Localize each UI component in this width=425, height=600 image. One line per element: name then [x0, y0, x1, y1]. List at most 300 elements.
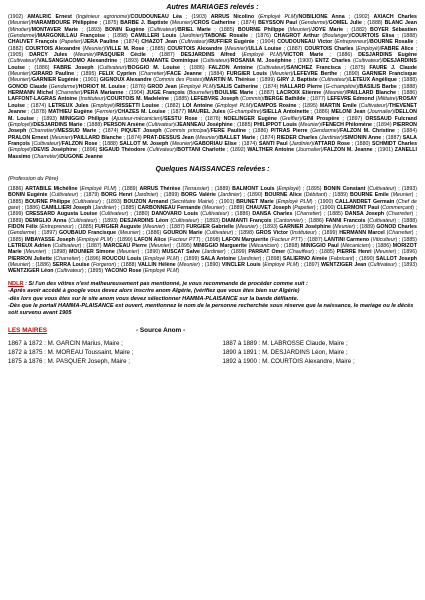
sep: ( — [378, 204, 383, 211]
record-year: (1893) — [102, 217, 120, 224]
child-name: DANSA Charles — [252, 211, 293, 218]
record-year: (1898) — [205, 236, 222, 243]
record-year: (1899) — [117, 236, 135, 243]
husband-occupation: Commis — [242, 96, 262, 103]
husband-occupation: Cultivateur — [321, 77, 347, 84]
child-name: FANNI Francois — [325, 217, 366, 224]
father-occupation: Cultivateur — [369, 217, 395, 224]
birth-record — [134, 211, 229, 217]
father-occupation: Meunier — [119, 230, 139, 237]
separator: ; — [339, 115, 348, 122]
sep: ) — [394, 185, 397, 192]
record-year: (1895) — [176, 243, 194, 249]
child-name: FURGIER Gabrielle — [186, 223, 234, 230]
husband-name: CHAUVET François — [8, 39, 58, 46]
sep: ( — [184, 90, 189, 97]
wife-name: SESTU Rose — [163, 115, 198, 122]
sep: )/ — [346, 77, 350, 84]
note-label: NDLR — [8, 280, 24, 287]
father-occupation: Meunier — [334, 223, 354, 230]
husband-occupation: Meunier — [226, 45, 246, 52]
sep: ( — [215, 192, 220, 199]
sep: )/ — [299, 115, 303, 122]
sep: ( — [353, 45, 358, 52]
husband-name: BONIN Eugène — [105, 26, 145, 33]
husband-occupation: Charretier — [30, 128, 55, 135]
father-occupation: Employé PLM — [78, 236, 112, 243]
birth-record — [176, 243, 278, 249]
father-occupation: Meunier — [144, 223, 164, 230]
sep: ) — [319, 211, 322, 218]
separator: ; — [121, 134, 127, 141]
record-year: (1895) — [302, 102, 320, 109]
husband-name: BEYSSON Paul — [258, 20, 297, 27]
record-year: (1892) — [230, 147, 248, 154]
wife-name: SIMONIN Anne — [344, 134, 382, 141]
record-year: (1889) — [122, 185, 140, 192]
wife-name: VICTOR Marie — [283, 52, 324, 59]
record-year: (1893) — [41, 115, 61, 122]
sep: ( — [50, 243, 55, 249]
sep: ) — [163, 223, 165, 230]
child-name: PARRAT Omer — [248, 249, 286, 256]
sep: ( — [254, 14, 260, 20]
separator: ; — [413, 39, 417, 46]
sep: )/ — [392, 109, 396, 116]
record-year: (1888) — [367, 20, 385, 27]
sep: ) — [222, 204, 225, 211]
record-year: (1899) — [231, 249, 249, 256]
child-name: ARTABILE Michéline — [25, 185, 78, 192]
marriage-record — [174, 96, 306, 102]
sep: ) — [76, 192, 79, 199]
record-year: (1879) — [83, 192, 102, 199]
record-year: (1885) — [173, 96, 191, 103]
husband-occupation: Cultivateur — [258, 64, 284, 71]
record-year: (1896) — [401, 249, 417, 256]
record-year: (1896) — [82, 147, 100, 154]
father-occupation: Cultivateur — [54, 243, 80, 249]
separator: ; — [128, 211, 135, 218]
father-occupation: Cultivateur — [172, 217, 198, 224]
record-year: (1895) — [306, 185, 324, 192]
record-year: (1902) — [354, 14, 374, 20]
sep: ( — [176, 33, 182, 40]
sep: )/ — [290, 71, 294, 78]
separator: ; — [197, 115, 206, 122]
husband-name: SANTI Paul — [258, 140, 288, 147]
husband-occupation: Gendarme — [9, 33, 35, 40]
sep: )/ — [325, 20, 329, 27]
separator: ; — [30, 262, 36, 269]
father-occupation: Cultivateur — [369, 262, 395, 269]
sep: ( — [177, 39, 181, 46]
separator: ; — [396, 185, 402, 192]
husband-occupation: Bourrelier — [188, 90, 212, 97]
record-year: (1893) — [401, 185, 418, 192]
husband-occupation: Meunier — [300, 121, 320, 128]
separator: ; — [413, 230, 417, 237]
sep: ( — [29, 140, 34, 147]
sep: ( — [176, 83, 181, 90]
wife-name: BOURNE Rosalie — [369, 39, 414, 46]
birth-record — [78, 224, 165, 230]
birth-record — [266, 256, 354, 262]
sep: ) — [312, 249, 314, 256]
husband-occupation: Entrepreneur — [336, 39, 367, 46]
husband-occupation: Cultivateur — [202, 58, 228, 65]
birth-record — [103, 218, 199, 224]
birth-record — [121, 262, 200, 268]
sep: ) — [368, 243, 371, 249]
marriage-record — [130, 84, 258, 90]
sep: ( — [74, 236, 79, 243]
sep: )/ — [114, 109, 118, 116]
wife-name: SALIS Catherine — [216, 83, 259, 90]
sep: ( — [369, 236, 373, 243]
separator: ; — [343, 26, 352, 33]
sep: ) — [277, 243, 279, 249]
separator: ; — [296, 102, 303, 109]
record-year: (1886) — [24, 204, 42, 211]
separator: ; — [20, 204, 25, 211]
birth-record — [231, 249, 314, 255]
separator: ; — [371, 121, 377, 128]
sep: ) — [325, 192, 327, 199]
record-year: (1889) — [229, 204, 246, 211]
separator: ; — [302, 217, 309, 224]
husband-name: MAUREL Jules — [187, 109, 226, 116]
record-year: (1893) — [86, 26, 106, 33]
sep: ) — [99, 198, 101, 205]
marriage-record — [42, 116, 198, 122]
separator: ; — [397, 236, 402, 243]
sep: )/ — [54, 128, 58, 135]
separator: ; — [117, 58, 124, 65]
birth-record — [164, 192, 242, 198]
record-year: (1897) — [304, 262, 322, 269]
sep: )/ — [283, 64, 287, 71]
husband-name: MELONI Jean — [331, 109, 366, 116]
record-year: (1888) — [401, 217, 417, 224]
sep: )/ — [379, 58, 384, 65]
sep: ( — [77, 96, 81, 103]
father-occupation: Meunier — [237, 223, 257, 230]
wife-name: ATTARD Rose — [314, 140, 350, 147]
sep: )/ — [311, 140, 315, 147]
wife-name: DESJARDINS Louise — [8, 58, 417, 71]
record-year: (1894) — [376, 121, 394, 128]
sep: ( — [168, 20, 172, 27]
wife-name: PASQUIER Cécile — [97, 52, 146, 59]
sep: )/ — [308, 26, 312, 33]
sep: ( — [199, 249, 204, 256]
sep: ) — [411, 192, 414, 199]
record-year: (1899) — [8, 211, 26, 218]
separator: ; — [158, 192, 164, 199]
birth-record — [122, 186, 209, 192]
marriage-record — [126, 135, 255, 141]
father-occupation: Cultivateur — [70, 217, 96, 224]
husband-name: FELIX Cyprien — [98, 71, 136, 78]
sep: ( — [296, 121, 301, 128]
birth-record — [205, 218, 303, 224]
sep: ( — [288, 230, 292, 237]
sep: )/ — [160, 115, 164, 122]
marriage-record — [31, 109, 165, 115]
separator: ; — [394, 33, 402, 40]
record-year: (1904) — [260, 39, 278, 46]
husband-name: BARBE J. Baptiste — [120, 20, 169, 27]
mayors-source: - Source Anom - — [136, 326, 186, 334]
sep: ( — [384, 211, 389, 218]
child-name: LAFON Alice — [134, 236, 167, 243]
husband-name: FALZON Antoine — [208, 64, 253, 71]
separator: ; — [253, 90, 260, 97]
child-name: GONOD Charles — [376, 223, 417, 230]
sep: )/ — [70, 134, 74, 141]
child-name: BONIN Eugénie — [8, 192, 48, 199]
sep: ( — [47, 192, 52, 199]
record-year: (1889) — [332, 192, 350, 199]
birth-record — [146, 230, 233, 236]
separator: ; — [235, 20, 241, 27]
birth-record — [229, 205, 315, 211]
sep: ( — [198, 211, 203, 218]
father-occupation: Papetier — [294, 204, 314, 211]
husband-occupation: Meunier — [75, 52, 95, 59]
father-occupation: Jardinier — [94, 204, 115, 211]
husband-occupation: Employé — [9, 121, 31, 128]
sep: ( — [8, 71, 10, 78]
husband-occupation: Employé PLM — [259, 14, 296, 20]
separator: ; — [116, 185, 123, 192]
sep: )/ — [366, 39, 370, 46]
record-year: (1880) — [355, 140, 372, 147]
sep: )/ — [28, 26, 32, 33]
separator: ; — [144, 45, 151, 52]
child-name: PIERRON Juliette — [8, 255, 52, 262]
father-occupation: Meunier — [375, 249, 395, 256]
birth-record — [184, 256, 261, 262]
separator: ; — [164, 223, 170, 230]
marriage-record — [159, 52, 323, 58]
birth-record — [307, 237, 397, 243]
record-year: (1874) — [126, 134, 144, 141]
father-occupation: Meunier — [25, 249, 45, 256]
record-year: (1886) — [375, 243, 393, 249]
birth-record — [333, 192, 414, 198]
sep: ( — [8, 26, 10, 33]
birth-records — [8, 186, 417, 275]
sep: )/ — [127, 14, 131, 20]
record-year: (1900) — [297, 58, 316, 65]
marriage-record — [8, 46, 144, 52]
husband-name: ZANELLI Massimo — [8, 147, 417, 160]
husband-occupation: Commis des Postes — [154, 77, 203, 84]
marriages-title: Autres MARIAGES relevés : — [166, 4, 259, 11]
separator: ; — [300, 185, 307, 192]
sep: ( — [202, 230, 207, 237]
wife-name: THEVENET Jeanne — [8, 102, 417, 116]
child-name: MINIGGIO Marguerite — [193, 243, 247, 249]
record-year: (1887) — [169, 223, 187, 230]
husband-name: CAMILLERI Louis — [130, 33, 177, 40]
separator: ; — [116, 262, 122, 269]
record-year: (1901) — [377, 147, 395, 154]
sep: ( — [235, 52, 244, 59]
record-year: (1897) — [347, 115, 366, 122]
husband-occupation: Commis principal — [165, 128, 208, 135]
marriage-record — [253, 128, 395, 134]
record-year: (1893) — [204, 217, 222, 224]
father-occupation: Charretier — [296, 211, 320, 218]
wife-name: FERE Pauline — [210, 128, 247, 135]
father-occupation: Cultivateur — [369, 185, 395, 192]
wife-name: JEANNEAU Joséphine — [176, 121, 233, 128]
record-year: (1885) — [78, 223, 95, 230]
editor-note — [8, 281, 417, 318]
sep: ( — [267, 71, 272, 78]
separator: ; — [261, 255, 267, 262]
wife-name: BASILIS Barbe — [359, 83, 397, 90]
separator: ; — [210, 26, 220, 33]
sep: ( — [268, 236, 272, 243]
record-year: (1900) — [319, 204, 337, 211]
husband-name: JUGE François — [146, 90, 185, 97]
record-year: (1887) — [385, 134, 403, 141]
child-name: MUSCAT Salve — [162, 249, 200, 256]
separator: ; — [291, 58, 298, 65]
sep: )/ — [295, 14, 299, 20]
record-year: (1903) — [191, 14, 211, 20]
sep: ) — [394, 249, 397, 256]
note-line-4: -Dès que le portail HAMMA-PLAISANCE est ouvert, mentionnez le nom de la personne recherchée sous réserve que la naissance, le mariage ou le décès soit survenu avant 1905 — [8, 302, 414, 317]
child-name: BRUNET Marie — [236, 198, 274, 205]
husband-occupation: Employé — [92, 102, 114, 109]
child-name: LAFON Marguerite — [221, 236, 269, 243]
husband-name: GIGNOUX Alexandre — [99, 77, 152, 84]
wife-name: MARGONILLAU Françoise — [37, 33, 105, 40]
husband-name: NOELINGER Eugène — [223, 115, 277, 122]
father-occupation: Débitant — [305, 192, 326, 199]
child-name: BOURNE Philippe — [25, 198, 71, 205]
record-year: (1890) — [344, 71, 363, 78]
separator: ; — [46, 249, 52, 256]
husband-name: PRALON Ernest — [8, 134, 49, 141]
marriage-record — [256, 33, 395, 39]
sep: ( — [233, 223, 238, 230]
sep: ( — [284, 26, 290, 33]
sep: ) — [95, 217, 97, 224]
sep: ( — [338, 243, 343, 249]
record-year: (1882) — [8, 45, 26, 52]
sep: ( — [67, 52, 76, 59]
wife-name: LETEUX Angélique — [349, 77, 397, 84]
wife-name: MESSUD Marie — [57, 128, 97, 135]
child-name: CARBONNEAU Fernande — [137, 204, 201, 211]
record-year: (1886) — [234, 211, 253, 218]
mayors-header — [8, 327, 417, 334]
birth-record — [235, 211, 322, 217]
marriage-record — [237, 122, 372, 128]
husband-name: MATHIEU Eugène — [48, 109, 93, 116]
husband-occupation: Jardinier — [291, 140, 312, 147]
birth-record — [52, 249, 140, 255]
birth-record — [42, 230, 141, 236]
separator: ; — [248, 33, 256, 40]
birth-record — [263, 224, 356, 230]
record-year: (1880) — [134, 211, 152, 218]
father-occupation: Forgeron — [92, 262, 115, 269]
father-occupation: Secrétaire Mairie — [171, 198, 212, 205]
sep: ( — [246, 243, 251, 249]
father-occupation: Cultivateur — [202, 211, 228, 218]
sep: ) — [411, 211, 414, 218]
wife-name: DESJARDINS Marie — [33, 121, 83, 128]
sep: ( — [89, 262, 93, 269]
husband-name: COURTOIS Alexandre — [25, 45, 81, 52]
record-year: (1888) — [401, 77, 417, 84]
separator: ; — [233, 230, 239, 237]
sep: ( — [166, 236, 170, 243]
father-occupation: Meunier — [9, 262, 29, 269]
wife-name: GINI Prospère — [302, 115, 340, 122]
record-year: (1886) — [401, 90, 417, 97]
sep: ( — [212, 102, 217, 109]
husband-occupation: Meunier — [9, 71, 29, 78]
husband-occupation: Militaire — [377, 96, 396, 103]
record-year: (1885) — [120, 204, 138, 211]
husband-occupation: Charretier — [57, 90, 81, 97]
sep: )/ — [336, 128, 341, 135]
father-occupation: Jardinier — [136, 192, 157, 199]
husband-name: PHILIPPOT Louis — [253, 121, 297, 128]
sep: ( — [317, 134, 321, 141]
sep: )/ — [80, 90, 84, 97]
separator: ; — [258, 83, 264, 90]
sep: ( — [198, 58, 203, 65]
wife-name: BERGE Bathilde — [264, 96, 306, 103]
sep: ( — [388, 192, 393, 199]
birth-record — [170, 224, 258, 230]
record-year: (1882) — [165, 102, 183, 109]
husband-name: SCHMIDT Charles — [372, 140, 417, 147]
sep: ( — [294, 147, 298, 154]
marriage-record — [113, 33, 249, 39]
father-occupation: Instituteur — [291, 230, 315, 237]
father-occupation: Jardinier — [219, 192, 240, 199]
separator: ; — [96, 128, 104, 135]
husband-occupation: Boulanger — [324, 33, 349, 40]
child-name: BOURNE Emile — [349, 192, 389, 199]
child-name: SALA Antoine — [200, 255, 236, 262]
separator: ; — [81, 243, 87, 249]
child-name: LANTINI Carmeno — [324, 236, 370, 243]
father-occupation: Viticulteur — [372, 236, 396, 243]
sep: ) — [231, 230, 234, 237]
sep: ) — [156, 192, 159, 199]
separator: ; — [255, 77, 260, 84]
father-occupation: Employé PLM — [264, 262, 298, 269]
marriage-record — [260, 77, 397, 83]
husband-occupation: Greffier — [281, 115, 300, 122]
sep: ) — [256, 223, 258, 230]
sep: )/ — [348, 33, 352, 40]
record-year: (1886) — [308, 217, 326, 224]
sep: ) — [138, 230, 141, 237]
separator: ; — [224, 204, 230, 211]
